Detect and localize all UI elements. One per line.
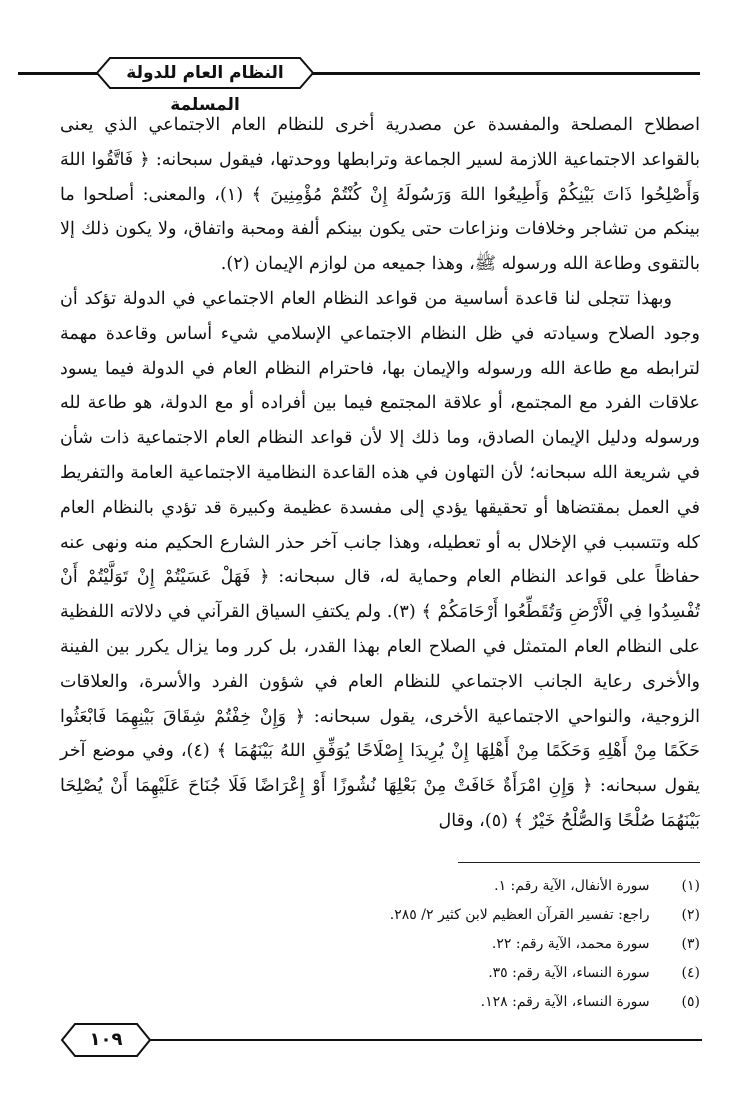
footnote-number: (٥) — [681, 994, 700, 1010]
footnote-text: سورة الأنفال، الآية رقم: ١. — [494, 878, 650, 894]
header-title-tag — [96, 57, 314, 115]
footnote-separator — [458, 862, 700, 863]
footnote — [200, 988, 700, 1017]
footnote — [200, 930, 700, 959]
page-number-tag — [60, 1022, 152, 1058]
footnote — [200, 959, 700, 988]
footer-rule — [150, 1039, 702, 1041]
running-header-title: النظام العام للدولة المسلمة — [126, 63, 284, 115]
footnote — [200, 901, 700, 930]
paragraph: اصطلاح المصلحة والمفسدة عن مصدرية أخرى للنظام العام الاجتماعي الذي يعنى بالقواعد الاجتماعية اللازمة لسير الجماعة وترابطها ووحدتها، فيقول سبحانه: ﴿ فَاتَّقُوا اللهَ وَأَصْلِحُوا ذَاتَ بَيْنِكُمْ وَأَطِيعُوا اللهَ وَرَسُولَهُ إِنْ كُنْتُمْ مُؤْمِنِينَ ﴾ (١)، والمعنى: أصلحوا ما بينكم من تشاجر وخلافات ونزاعات حتى يكون بينكم ألفة ومحبة واتفاق، ولا يكون ذلك إلا بالتقوى وطاعة الله ورسوله ﷺ، وهذا جميعه من لوازم الإيمان (٢). — [60, 115, 700, 275]
footnote-text: سورة النساء، الآية رقم: ٣٥. — [488, 965, 650, 981]
paragraph: وبهذا تتجلى لنا قاعدة أساسية من قواعد النظام العام الاجتماعي في الدولة تؤكد أن وجود الصلاح وسيادته في ظل النظام الاجتماعي الإسلامي شيء أساس وقاعدة مهمة لترابطه مع طاعة الله ورسوله والإيمان بها، فاحترام النظام العام في الدولة فيما يسود علاقات الفرد مع المجتمع، أو علاقة المجتمع فيما بين أفراده أو مع الدولة، هو طاعة لله ورسوله ودليل الإيمان الصادق، وما ذلك إلا لأن قواعد النظام العام الاجتماعية ذات شأن في شريعة الله سبحانه؛ لأن التهاون في هذه القاعدة النظامية الاجتماعية العامة والتفريط في العمل بمقتضاها أو تحقيقها يؤدي إلى مفسدة عظيمة وكبيرة قد تؤدي بالنظام العام كله وتتسبب في الإخلال به أو تعطيله، وهذا جانب آخر حذر الشارع الحكيم منه ونهى عنه حفاظاً على قواعد النظام العام وحماية له، قال سبحانه: ﴿ فَهَلْ عَسَيْتُمْ إِنْ تَوَلَّيْتُمْ أَنْ تُفْسِدُوا فِي الْأَرْضِ وَتُقَطِّعُوا أَرْحَامَكُمْ ﴾ (٣). ولم يكتفِ السياق القرآني في دلالاته اللفظية على النظام العام المتمثل في الصلاح العام بهذا القدر، بل كرر وما يزال يكرر بين الفينة والأخرى رعاية الجانب الاجتماعي للنظام العام في شؤون الفرد والأسرة، والعلاقات الزوجية، والنواحي الاجتماعية الأخرى، يقول سبحانه: ﴿ وَإِنْ خِفْتُمْ شِقَاقَ بَيْنِهِمَا فَابْعَثُوا حَكَمًا مِنْ أَهْلِهِ وَحَكَمًا مِنْ أَهْلِهَا إِنْ يُرِيدَا إِصْلَاحًا يُوَفِّقِ اللهُ بَيْنَهُمَا ﴾ (٤)، وفي موضع آخر يقول سبحانه: ﴿ وَإِنِ امْرَأَةٌ خَافَتْ مِنْ بَعْلِهَا نُشُوزًا أَوْ إِعْرَاضًا فَلَا جُنَاحَ عَلَيْهِمَا أَنْ يُصْلِحَا بَيْنَهُمَا صُلْحًا وَالصُّلْحُ خَيْرٌ ﴾ (٥)، وقال — [60, 288, 701, 831]
footnote-text: سورة النساء، الآية رقم: ١٢٨. — [480, 994, 650, 1010]
footnote-number: (٣) — [681, 936, 700, 952]
page-number: ١٠٩ — [89, 1029, 123, 1050]
footnote-number: (١) — [681, 878, 700, 894]
body-text — [60, 108, 700, 839]
footnote-number: (٤) — [681, 965, 700, 981]
header-rule-right — [300, 72, 700, 75]
footnote-text: سورة محمد، الآية رقم: ٢٢. — [491, 936, 650, 952]
footnote-text: راجع: تفسير القرآن العظيم لابن كثير ٢/ ٢٨٥. — [389, 907, 650, 923]
footnotes-list — [200, 872, 700, 1017]
footnote-number: (٢) — [681, 907, 700, 923]
footnote — [200, 872, 700, 901]
